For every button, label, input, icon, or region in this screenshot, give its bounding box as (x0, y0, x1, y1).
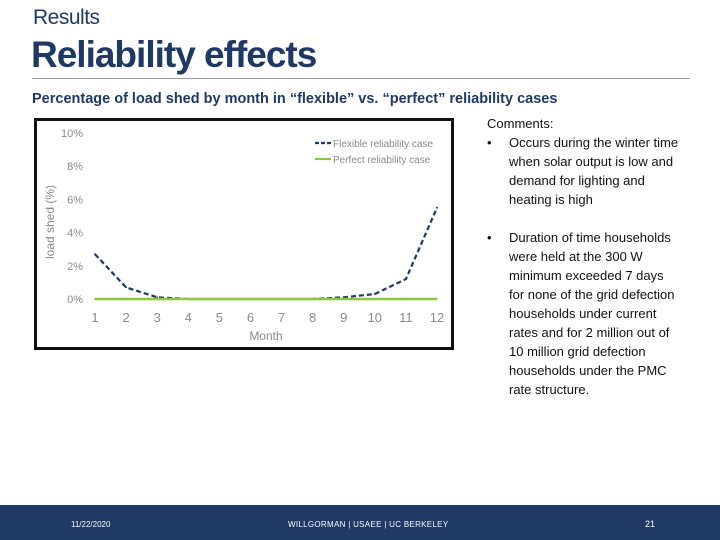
comments-list (487, 133, 682, 399)
x-tick-label: 12 (429, 310, 445, 325)
y-tick-label: 0% (67, 294, 83, 306)
bullet-icon: • (487, 135, 492, 150)
x-tick-label: 4 (184, 310, 192, 325)
title-rule (32, 78, 690, 79)
comment-item (487, 228, 682, 399)
series-point (312, 298, 314, 300)
comment-text: Occurs during the winter time when solar output is low and demand for lighting and heating is high (509, 135, 679, 207)
footer-bar (0, 505, 720, 540)
y-tick-label: 2% (67, 260, 83, 273)
comment-item (487, 133, 682, 209)
x-tick-label: 11 (399, 310, 413, 325)
footer-date: 11/22/2020 (71, 520, 111, 529)
comment-text: Duration of time households were held at the 300 W minimum exceeded 7 days for none of the grid defection households under current rates and for 2 million out of 10 million grid defection households under the PMC rate structure. (509, 230, 675, 397)
footer-org: WILLGORMAN | USAEE | UC BERKELEY (288, 520, 449, 529)
series-point (281, 298, 283, 300)
section-label: Results (33, 6, 100, 29)
page-number: 21 (645, 519, 656, 529)
x-tick-label: 1 (91, 310, 99, 325)
slide-title: Reliability effects (31, 34, 317, 75)
series-point (156, 298, 158, 300)
comments-heading: Comments: (487, 116, 554, 131)
series-point (436, 298, 438, 300)
y-tick-label: 4% (67, 227, 83, 240)
series-point (374, 293, 376, 295)
y-tick-label: 8% (67, 161, 83, 174)
load-shed-chart (37, 121, 451, 347)
x-tick-label: 2 (122, 310, 130, 325)
series-point (343, 298, 345, 300)
y-axis-title: load shed (%) (43, 184, 57, 260)
y-tick-label: 6% (67, 194, 83, 207)
x-tick-label: 7 (277, 310, 286, 325)
x-tick-label: 3 (153, 310, 161, 325)
series-point (94, 253, 96, 255)
x-tick-label: 8 (309, 310, 317, 325)
bullet-icon: • (487, 230, 492, 245)
series-point (125, 298, 127, 300)
y-tick-label: 10% (60, 128, 83, 140)
series-point (125, 286, 127, 288)
series-point (187, 298, 189, 300)
series-point (436, 207, 438, 209)
legend-label: Flexible reliability case (333, 139, 434, 150)
legend-label: Perfect reliability case (333, 155, 431, 166)
chart-subtitle: Percentage of load shed by month in “flexible” vs. “perfect” reliability cases (32, 91, 558, 107)
series-point (405, 298, 407, 300)
series-point (94, 298, 96, 300)
series-point (250, 298, 252, 300)
series-point (374, 298, 376, 300)
series-line-flexible (95, 208, 437, 299)
chart-frame (34, 118, 454, 350)
x-tick-label: 6 (246, 310, 255, 325)
x-tick-label: 10 (367, 310, 383, 325)
x-tick-label: 5 (215, 310, 223, 325)
x-tick-label: 9 (340, 310, 348, 325)
series-point (405, 278, 407, 280)
comments-panel (487, 114, 682, 410)
series-point (218, 298, 220, 300)
x-axis-title: Month (249, 329, 283, 343)
